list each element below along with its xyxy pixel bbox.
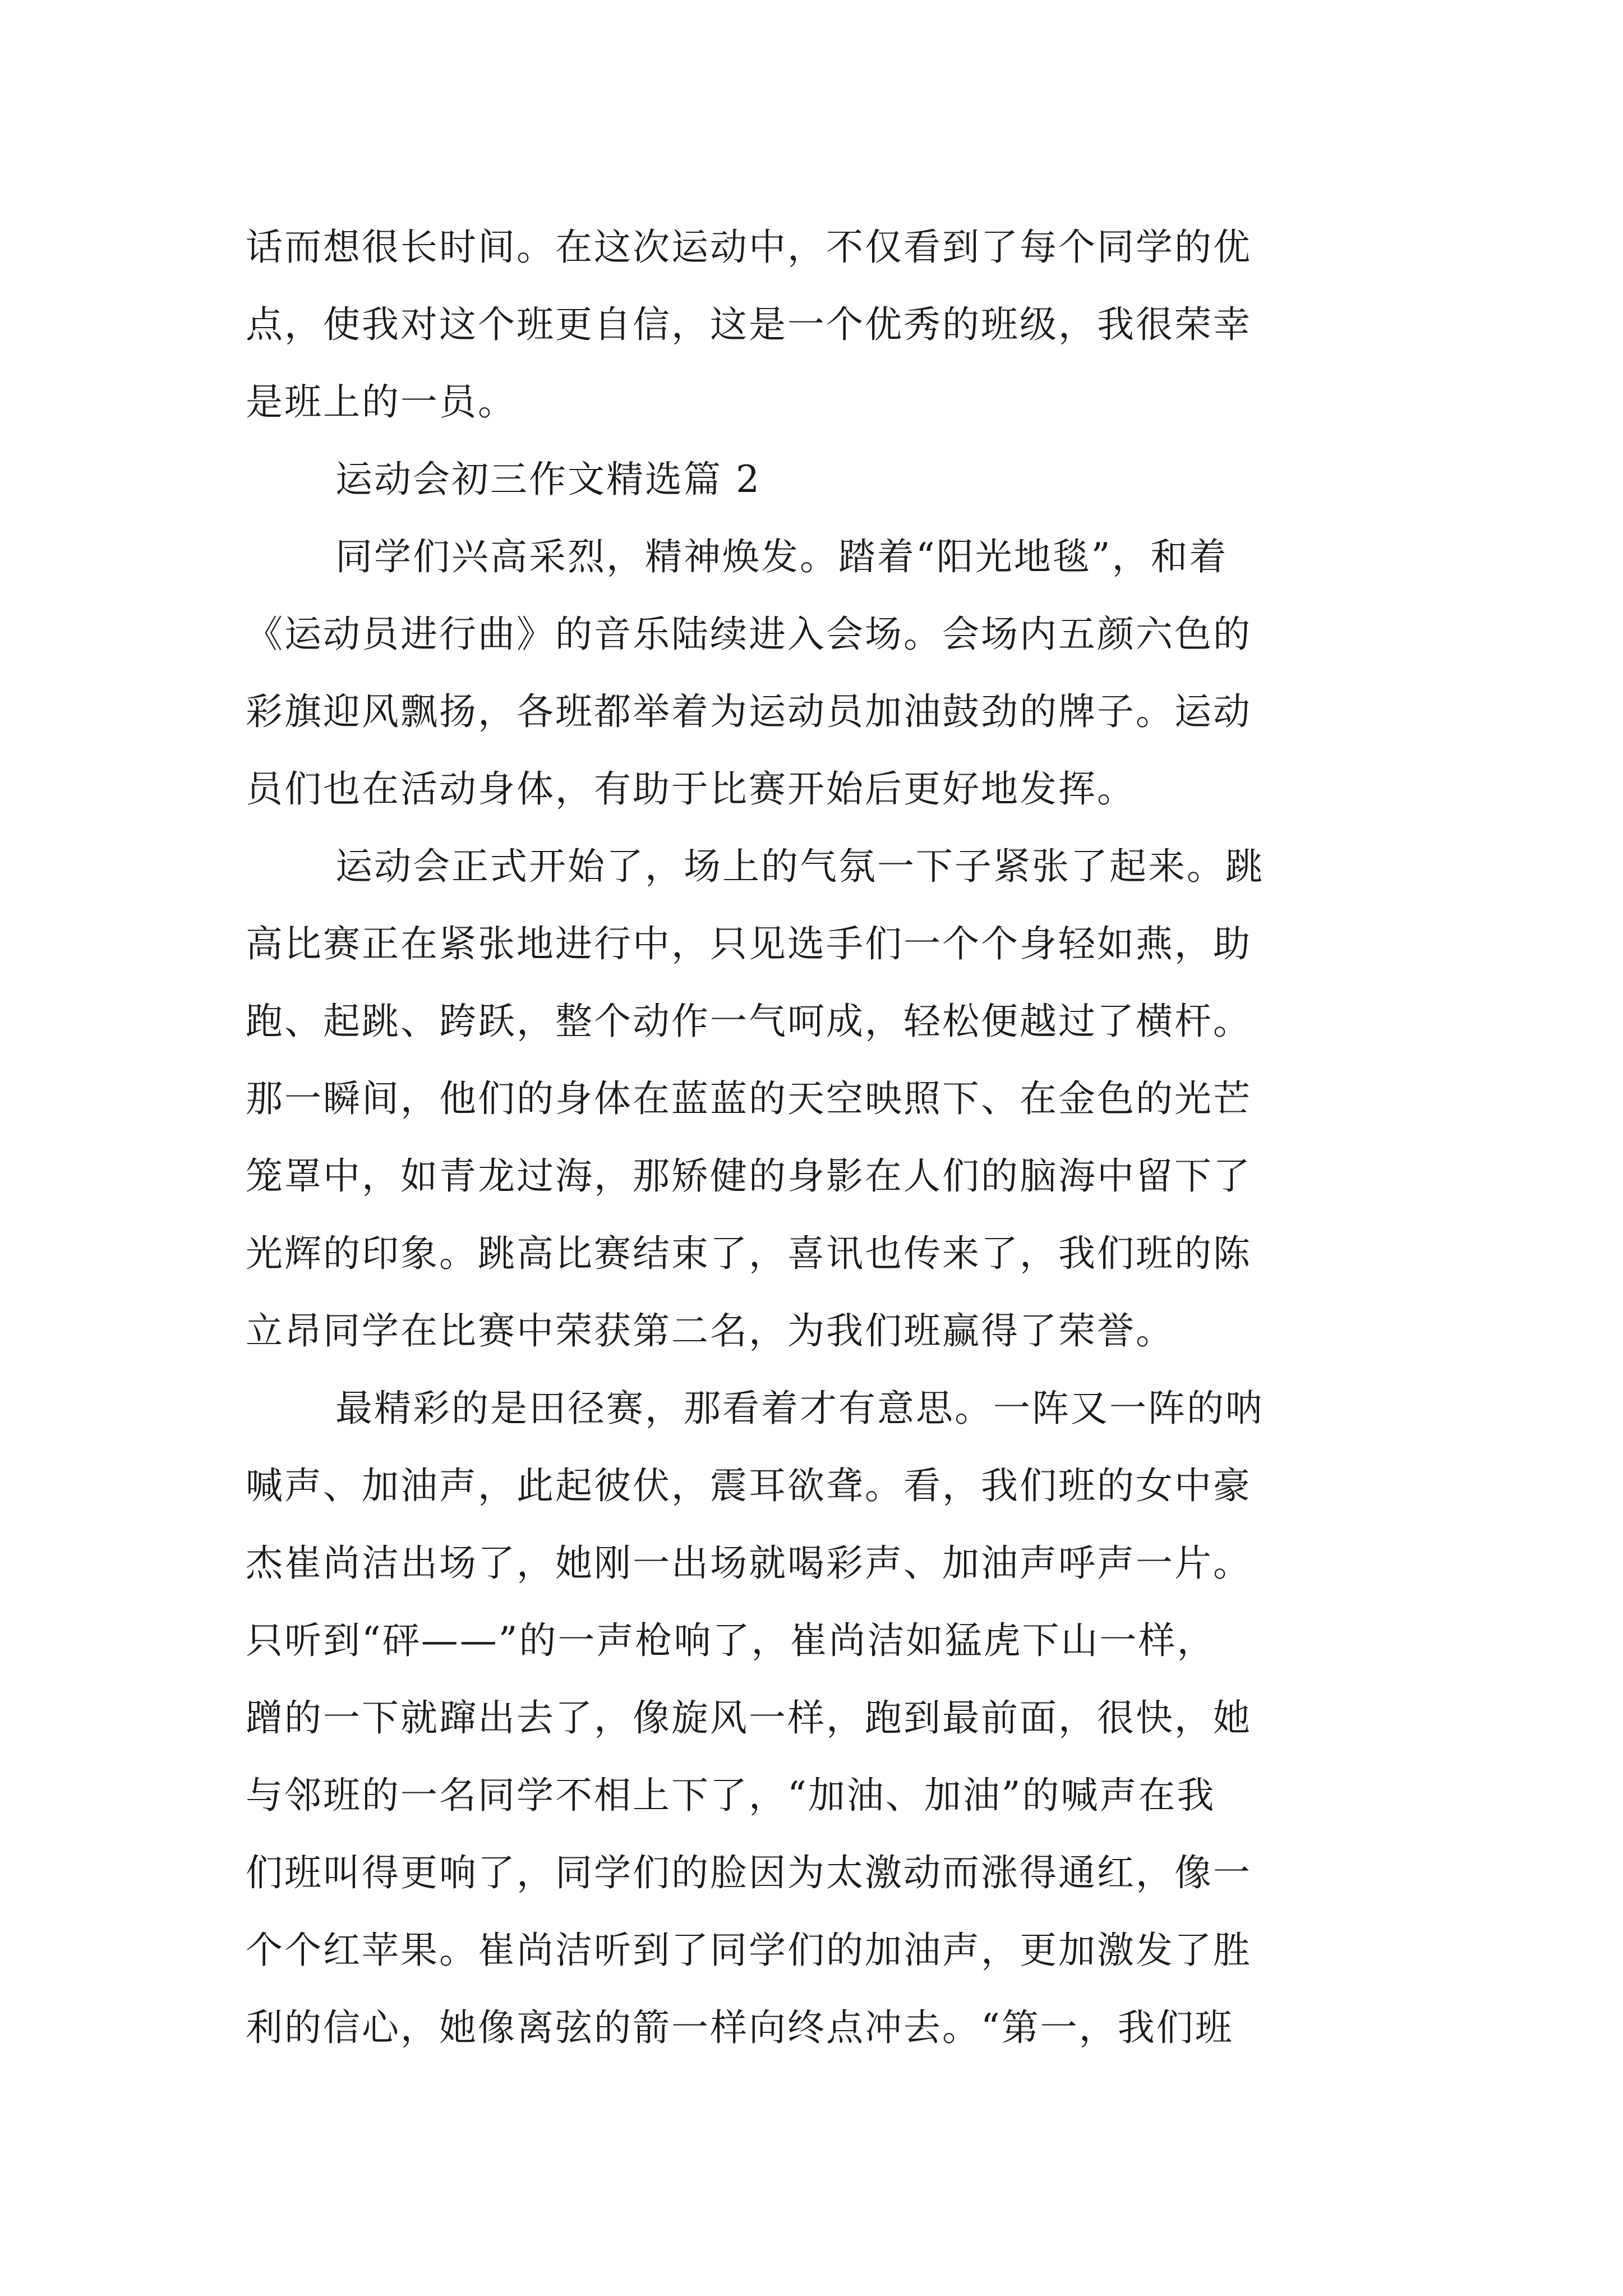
text-line: 光辉的印象。跳高比赛结束了，喜讯也传来了，我们班的陈 (246, 1232, 1252, 1275)
text-line: 利的信心，她像离弦的箭一样向终点冲去。“第一，我们班 (246, 2006, 1234, 2049)
text-line: 同学们兴高采烈，精神焕发。踏着“阳光地毯”，和着 (335, 535, 1228, 578)
text-line: 运动会正式开始了，场上的气氛一下子紧张了起来。跳 (335, 845, 1264, 888)
text-line: 《运动员进行曲》的音乐陆续进入会场。会场内五颜六色的 (246, 613, 1252, 656)
text-line: 那一瞬间，他们的身体在蓝蓝的天空映照下、在金色的光芒 (246, 1077, 1252, 1120)
body-text (246, 209, 1390, 2067)
text-line: 笼罩中，如青龙过海，那矫健的身影在人们的脑海中留下了 (246, 1154, 1252, 1198)
text-line: 只听到“砰——”的一声枪响了，崔尚洁如猛虎下山一样， (246, 1619, 1216, 1662)
text-line: 彩旗迎风飘扬，各班都举着为运动员加油鼓劲的牌子。运动 (246, 690, 1252, 733)
text-line: 个个红苹果。崔尚洁听到了同学们的加油声，更加激发了胜 (246, 1929, 1252, 1972)
text-line: 话而想很长时间。在这次运动中，不仅看到了每个同学的优 (246, 226, 1252, 269)
text-line: 喊声、加油声，此起彼伏，震耳欲聋。看，我们班的女中豪 (246, 1464, 1252, 1507)
text-line: 最精彩的是田径赛，那看着才有意思。一阵又一阵的呐 (335, 1387, 1264, 1430)
text-line: 高比赛正在紧张地进行中，只见选手们一个个身轻如燕，助 (246, 922, 1252, 965)
text-line: 立昂同学在比赛中荣获第二名，为我们班赢得了荣誉。 (246, 1309, 1174, 1352)
text-line: 与邻班的一名同学不相上下了，“加油、加油”的喊声在我 (246, 1774, 1216, 1817)
text-line: 杰崔尚洁出场了，她刚一出场就喝彩声、加油声呼声一片。 (246, 1542, 1252, 1585)
text-line: 们班叫得更响了，同学们的脸因为太激动而涨得通红，像一 (246, 1851, 1252, 1894)
text-line: 蹭的一下就蹿出去了，像旋风一样，跑到最前面，很快，她 (246, 1696, 1252, 1740)
text-line: 点，使我对这个班更自信，这是一个优秀的班级，我很荣幸 (246, 303, 1252, 346)
section-heading: 运动会初三作文精选篇 2 (335, 458, 761, 501)
text-line: 员们也在活动身体，有助于比赛开始后更好地发挥。 (246, 767, 1136, 811)
text-line: 是班上的一员。 (246, 380, 517, 424)
text-line: 跑、起跳、跨跃，整个动作一气呵成，轻松便越过了横杆。 (246, 1000, 1252, 1043)
